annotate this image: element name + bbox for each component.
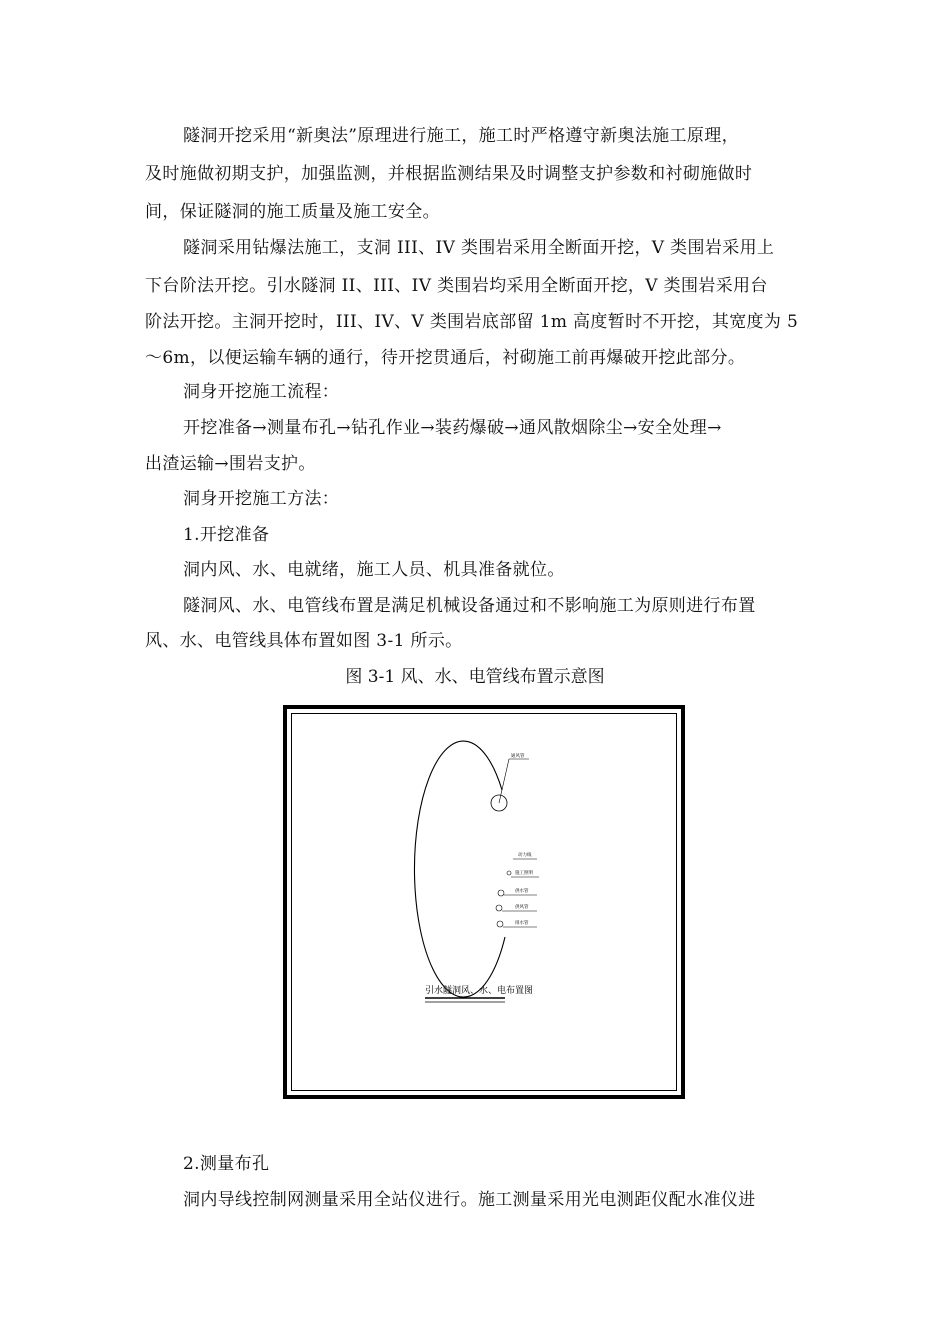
- paragraph-line: 风、水、电管线具体布置如图 3-1 所示。: [145, 631, 463, 651]
- paragraph-line: 下台阶法开挖。引水隧洞 II、III、IV 类围岩均采用全断面开挖，V 类围岩采用台: [145, 276, 768, 296]
- paragraph-line: 开挖准备→测量布孔→钻孔作业→装药爆破→通风散烟除尘→安全处理→: [183, 418, 722, 438]
- tunnel-outline: [414, 741, 505, 997]
- paragraph-line: 阶法开挖。主洞开挖时，III、IV、V 类围岩底部留 1m 高度暂时不开挖，其宽度为 5: [145, 312, 799, 332]
- label-water: 供水管: [515, 889, 529, 894]
- figure-frame: [283, 705, 685, 1099]
- label-air: 供风管: [515, 905, 529, 910]
- label-drain: 排水管: [515, 921, 529, 926]
- paragraph-line: 出渣运输→围岩支护。: [145, 454, 316, 474]
- paragraph-line: 洞身开挖施工方法：: [183, 489, 340, 509]
- label-duct: 通风管: [511, 754, 525, 759]
- figure-caption: 图 3-1 风、水、电管线布置示意图: [345, 667, 605, 687]
- paragraph-line: 洞身开挖施工流程：: [183, 382, 340, 402]
- tunnel-layout-diagram: [287, 709, 681, 1095]
- air-pipe: [496, 905, 502, 911]
- drain-pipe: [497, 921, 503, 927]
- paragraph-line: 隧洞风、水、电管线布置是满足机械设备通过和不影响施工为原则进行布置: [183, 596, 756, 616]
- paragraph-line: 隧洞开挖采用“新奥法”原理进行施工，施工时严格遵守新奥法施工原理，: [183, 126, 739, 146]
- figure-title: 引水隧洞风、水、电布置图: [425, 986, 534, 996]
- section-heading: 2.测量布孔: [183, 1154, 270, 1174]
- label-power: 动力线: [518, 853, 532, 858]
- paragraph-line: 洞内风、水、电就绪，施工人员、机具准备就位。: [183, 560, 565, 580]
- paragraph-line: 间，保证隧洞的施工质量及施工安全。: [145, 202, 440, 222]
- paragraph-line: 洞内导线控制网测量采用全站仪进行。施工测量采用光电测距仪配水准仪进: [183, 1190, 756, 1210]
- paragraph-line: ～6m，以便运输车辆的通行，待开挖贯通后，衬砌施工前再爆破开挖此部分。: [145, 348, 746, 368]
- water-pipe: [498, 890, 504, 896]
- label-lighting: 施工照明: [515, 871, 533, 876]
- lighting-fixture: [507, 871, 511, 875]
- paragraph-line: 及时施做初期支护，加强监测，并根据监测结果及时调整支护参数和衬砌施做时: [145, 164, 753, 184]
- section-heading: 1.开挖准备: [183, 525, 270, 545]
- paragraph-line: 隧洞采用钻爆法施工，支洞 III、IV 类围岩采用全断面开挖，V 类围岩采用上: [183, 238, 775, 258]
